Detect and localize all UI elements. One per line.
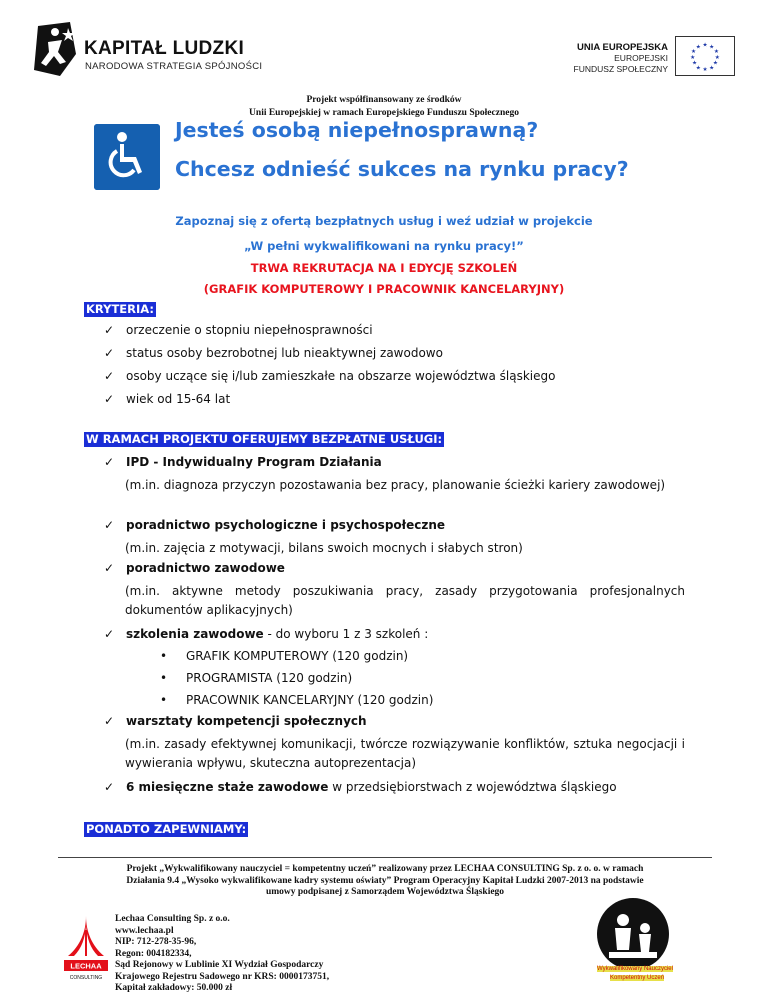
company-line: Kapitał zakładowy: 50.000 zł [115,983,233,993]
offer-item-suffix: - do wyboru 1 z 3 szkoleń : [263,627,429,641]
svg-text:★: ★ [702,42,708,49]
offer-item-title: 6 miesięczne staże zawodowe [126,780,329,794]
footer-project-note [80,864,690,899]
check-icon: ✓ [104,627,115,641]
lechaa-logo-sub: CONSULTING [69,975,103,981]
course-item [160,649,408,663]
check-icon: ✓ [104,323,115,337]
company-line: Sąd Rejonowy w Lublinie XI Wydział Gospodarczy [115,960,324,970]
offer-item-ipd [104,455,382,469]
offer-item-title: poradnictwo psychologiczne i psychospołeczne [126,518,446,532]
footer-divider [58,857,712,858]
offer-heading: W RAMACH PROJEKTU OFERUJEMY BEZPŁATNE USŁUGI: [86,432,443,446]
offer-item-internship [104,780,617,794]
hero-question-2: Chcesz odnieść sukces na rynku pracy? [175,157,629,181]
criteria-item [104,369,555,383]
cofinancing-line1: Projekt współfinansowany ze środków [306,95,462,105]
offer-item-title: warsztaty kompetencji społecznych [126,714,367,728]
svg-text:★: ★ [695,44,701,51]
criteria-item-text: wiek od 15-64 lat [126,392,231,406]
svg-text:★: ★ [691,49,697,56]
criteria-item [104,323,373,337]
offer-item-title: IPD - Indywidualny Program Działania [126,455,382,469]
eu-label-line1: UNIA EUROPEJSKA [577,42,668,53]
check-icon: ✓ [104,561,115,575]
course-item-text: GRAFIK KOMPUTEROWY (120 godzin) [186,649,409,663]
criteria-item [104,392,230,406]
offer-item-suffix: w przedsiębiorstwach z województwa śląskiego [328,780,617,794]
bullet-icon: • [160,671,168,685]
eu-flag-icon [675,36,735,76]
teacher-logo-caption-2: Kompetentny Uczeń [610,975,665,981]
company-info [115,914,329,995]
criteria-item-text: status osoby bezrobotnej lub nieaktywnej zawodowo [126,346,443,360]
wheelchair-icon [94,124,160,190]
criteria-heading: KRYTERIA: [86,302,155,316]
offer-item-workshops [104,714,367,728]
eu-label [574,42,668,75]
offer-item-psych [104,518,445,532]
criteria-item-text: orzeczenie o stopniu niepełnosprawności [126,323,373,337]
kapital-ludzki-subtitle: NARODOWA STRATEGIA SPÓJNOŚCI [85,61,263,72]
cofinancing-note [0,94,768,120]
offer-item-title: szkolenia zawodowe [126,627,264,641]
svg-text:★: ★ [695,65,701,72]
company-line: www.lechaa.pl [115,925,174,936]
svg-text:★: ★ [709,44,715,51]
svg-text:★: ★ [709,65,715,72]
lechaa-logo-text: LECHAA [70,961,102,971]
footer-line1: Projekt „Wykwalifikowany nauczyciel = kompetentny uczeń” realizowany przez LECHAA CONSULTING Sp. z o. o. w ramach [126,864,644,874]
svg-text:★: ★ [690,54,696,61]
check-icon: ✓ [104,780,115,794]
company-line: Krajowego Rejestru Sadowego nr KRS: 0000173751, [115,971,330,982]
svg-text:★: ★ [713,49,719,56]
criteria-item [104,346,443,360]
kapital-ludzki-title: KAPITAŁ LUDZKI [84,38,245,59]
check-icon: ✓ [104,346,115,360]
criteria-item-text: osoby uczące się i/lub zamieszkałe na obszarze województwa śląskiego [126,369,556,383]
kapital-ludzki-logo [30,20,80,78]
course-item [160,671,352,685]
footer-line3: umowy podpisanej z Samorządem Województwa Śląskiego [265,887,505,897]
cofinancing-line2: Unii Europejskiej w ramach Europejskiego Funduszu Społecznego [249,108,519,118]
svg-text:★: ★ [714,54,720,61]
check-icon: ✓ [104,714,115,728]
offer-item-desc: (m.in. zasady efektywnej komunikacji, twórcze rozwiązywanie konfliktów, sztuka negocjacji i wywierania wpływu, skuteczna autoprezentacja) [125,737,685,770]
company-line: Lechaa Consulting Sp. z o.o. [115,914,230,924]
check-icon: ✓ [104,518,115,532]
offer-item-vocational [104,561,285,575]
recruitment-courses: (GRAFIK KOMPUTEROWY I PRACOWNIK KANCELARYJNY) [203,282,565,296]
course-item [160,693,433,707]
check-icon: ✓ [104,392,115,406]
offer-item-desc: (m.in. diagnoza przyczyn pozostawania bez pracy, planowanie ścieżki kariery zawodowej) [125,478,666,492]
also-heading: PONADTO ZAPEWNIAMY: [86,822,247,836]
bullet-icon: • [160,693,168,707]
hero-question-1: Jesteś osobą niepełnosprawną? [175,118,539,142]
teacher-project-logo [593,898,673,986]
company-line: Regon: 004182334, [115,948,192,959]
lechaa-logo [62,912,110,982]
course-item-text: PROGRAMISTA (120 godzin) [186,671,353,685]
company-line: NIP: 712-278-35-96, [115,937,197,947]
check-icon: ✓ [104,455,115,469]
check-icon: ✓ [104,369,115,383]
recruitment-notice: TRWA REKRUTACJA NA I EDYCJĘ SZKOLEŃ [250,261,518,275]
footer-line2: Działania 9.4 „Wysoko wykwalifikowane kadry systemu oświaty” Program Operacyjny Kapitał Ludzki 2007-2013 na podstawie [126,875,644,886]
project-name: „W pełni wykwalifikowani na rynku pracy!” [244,239,524,253]
offer-item-title: poradnictwo zawodowe [126,561,285,575]
svg-text:★: ★ [702,67,708,74]
offer-item-training [104,627,428,641]
svg-text:★: ★ [691,60,698,67]
course-item-text: PRACOWNIK KANCELARYJNY (120 godzin) [186,693,434,707]
svg-text:★: ★ [712,60,719,67]
eu-label-line2: EUROPEJSKI [614,53,668,63]
offer-item-desc: (m.in. zajęcia z motywacji, bilans swoich mocnych i słabych stron) [125,541,523,555]
bullet-icon: • [160,649,168,663]
teacher-logo-caption-1: Wykwalifikowany Nauczyciel [597,966,673,972]
intro-line-1: Zapoznaj się z ofertą bezpłatnych usług i weź udział w projekcie [175,214,593,228]
eu-label-line3: FUNDUSZ SPOŁECZNY [573,64,668,74]
offer-item-desc: (m.in. aktywne metody poszukiwania pracy, zasady przygotowania profesjonalnych dokumentów aplikacyjnych) [125,584,685,617]
